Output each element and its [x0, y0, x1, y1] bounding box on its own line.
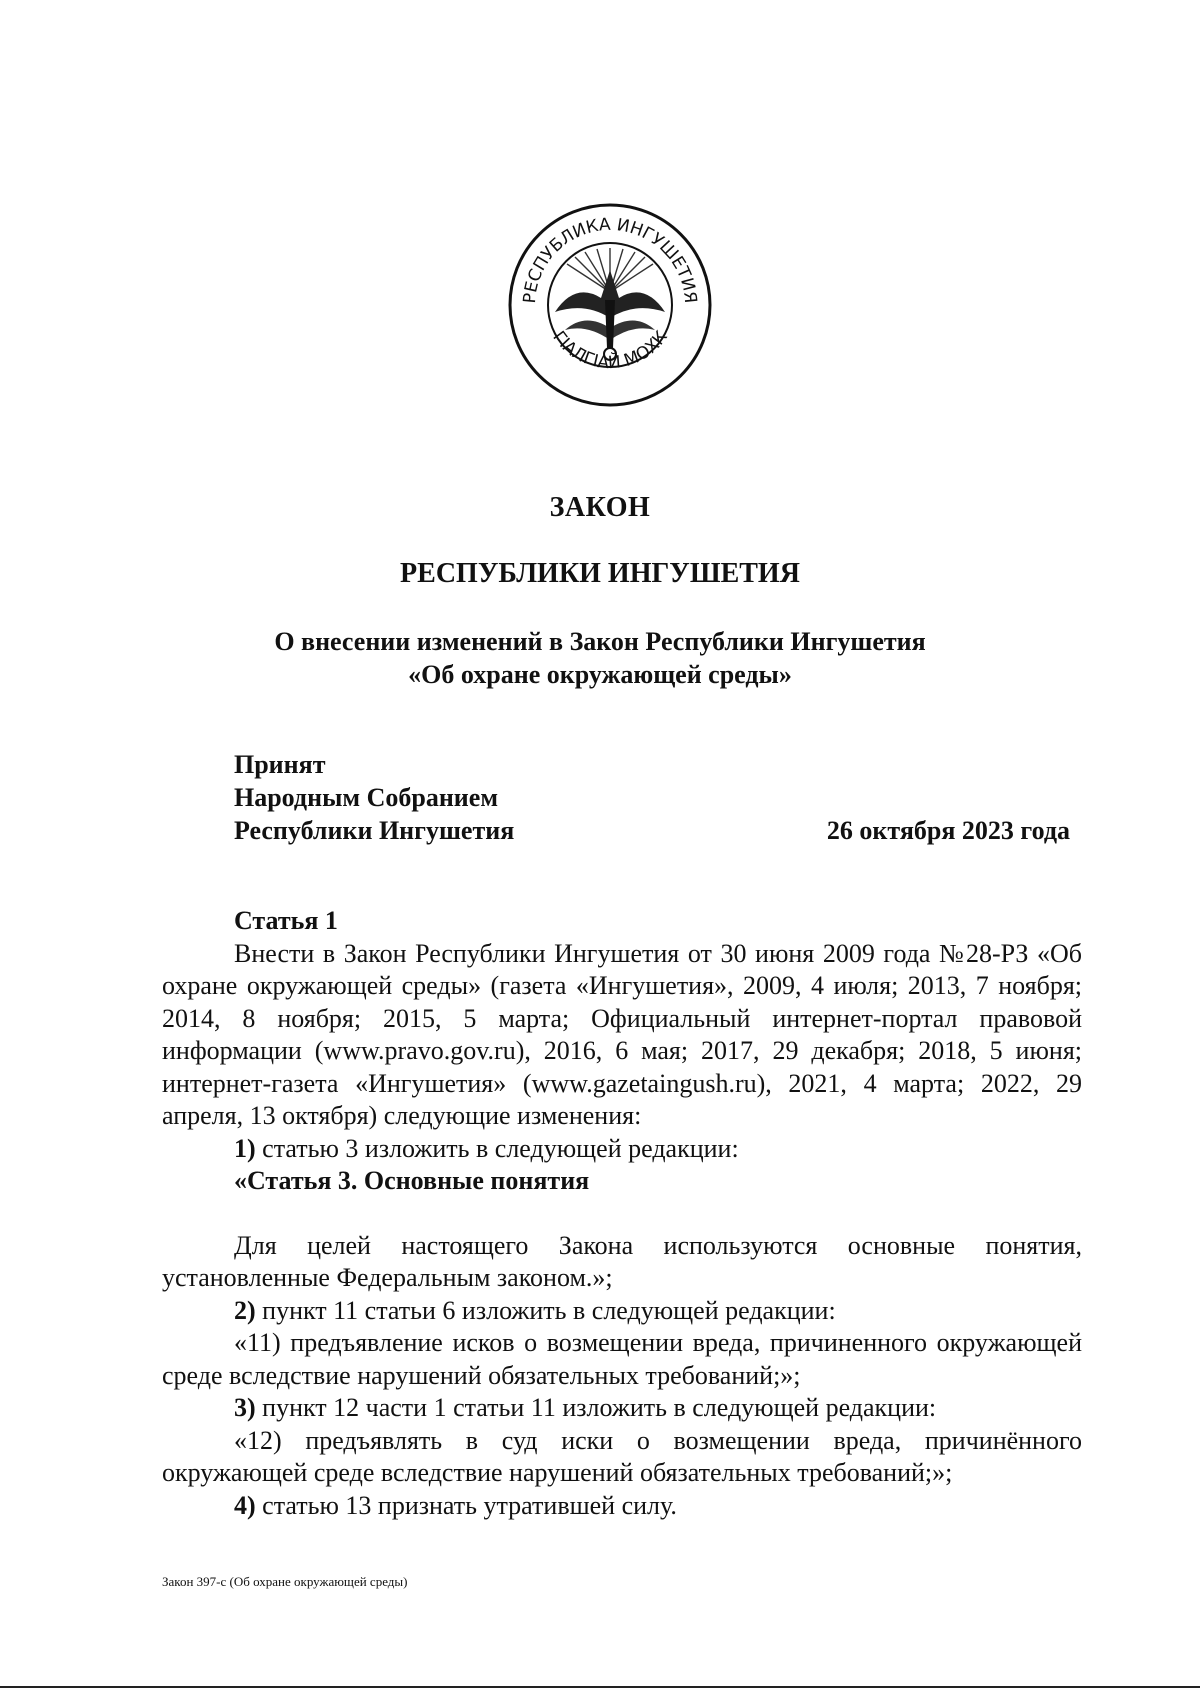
emblem-bottom-text: ГIАЛГIАЙ МОХК — [548, 327, 672, 374]
scan-edge-line — [0, 1686, 1200, 1688]
item-text: статью 3 изложить в следующей редакции: — [255, 1133, 739, 1163]
article-intro-paragraph: Внести в Закон Республики Ингушетия от 30 июня 2009 года №28-РЗ «Об охране окружающей среды» (газета «Ингушетия», 2009, 4 июля; 2013, 7 ноября; 2014, 8 ноября; 2015, 5 марта; Официальный интернет-портал правовой информации (www.pravo.gov.ru), 2016, 6 мая; 2017, 29 декабря; 2018, 5 июня; интернет-газета «Ингушетия» (www.gazetaingush.ru), 2021, 4 марта; 2022, 29 апреля, 13 октября) следующие изменения: — [162, 938, 1082, 1130]
item-number: 2) — [234, 1295, 256, 1325]
law-title-line-1: О внесении изменений в Закон Республики Ингушетия — [274, 627, 926, 656]
document-type-heading: ЗАКОН — [549, 492, 651, 523]
item-number: 3) — [234, 1393, 256, 1422]
emblem-top-text: РЕСПУБЛИКА ИНГУШЕТИЯ — [519, 214, 701, 305]
amendment-item-3 — [162, 1392, 1082, 1425]
adoption-line-1: Принят — [234, 750, 326, 779]
article-heading: Статья 1 — [234, 906, 338, 935]
item-text: статью 13 признать утратившей силу. — [255, 1490, 677, 1520]
amendment-item-2-body: «11) предъявление исков о возмещении вреда, причиненного окружающей среде вследствие нарушений обязательных требований;»; — [162, 1328, 1082, 1390]
amendment-item-1 — [162, 1133, 1082, 1166]
article-body — [162, 905, 1082, 1522]
law-title — [0, 625, 1200, 691]
adoption-line-3: Республики Ингушетия — [234, 816, 515, 845]
coat-of-arms-icon — [505, 200, 715, 410]
issuer-heading: РЕСПУБЛИКИ ИНГУШЕТИЯ — [400, 558, 800, 589]
adoption-line-2: Народным Собранием — [234, 783, 499, 812]
item-text: пункт 12 части 1 статьи 11 изложить в следующей редакции: — [255, 1393, 937, 1422]
item-text: пункт 11 статьи 6 изложить в следующей редакции: — [255, 1295, 836, 1325]
law-title-line-2: «Об охране окружающей среды» — [408, 660, 792, 689]
item-number: 4) — [234, 1490, 256, 1520]
amended-article-heading: «Статья 3. Основные понятия — [234, 1166, 590, 1195]
spacer — [162, 1198, 1082, 1230]
amended-article-body: Для целей настоящего Закона используются основные понятия, установленные Федеральным законом.»; — [162, 1230, 1082, 1292]
adoption-date: 26 октября 2023 года — [826, 816, 1070, 845]
amendment-item-4 — [162, 1490, 1082, 1523]
adoption-block — [234, 748, 514, 847]
page-footer: Закон 397-с (Об охране окружающей среды) — [162, 1574, 408, 1589]
item-number: 1) — [234, 1133, 256, 1163]
amendment-item-3-body: «12) предъявлять в суд иски о возмещении вреда, причинённого окружающей среде вследствие нарушений обязательных требований;»; — [162, 1425, 1082, 1487]
amendment-item-2 — [162, 1295, 1082, 1328]
